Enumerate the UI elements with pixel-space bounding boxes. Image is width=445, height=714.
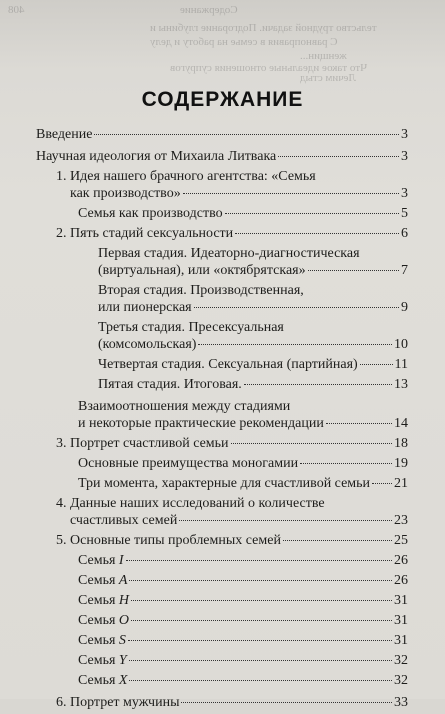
toc-entry-title: 2. Пять стадий сексуальности [56,226,234,241]
toc-entry-title: Семья [78,573,116,588]
dot-leader [278,156,399,157]
toc-page-number: 9 [401,300,408,315]
toc-entry-title: Основные преимущества моногамии [78,456,299,471]
toc-entry[interactable] [36,475,408,492]
dot-leader [126,560,392,561]
toc-entry[interactable] [36,205,408,222]
toc-entry-title-cont: и некоторые практические рекомендации [78,416,324,431]
dot-leader [231,443,392,444]
bleed-line: Лечим стыд [300,72,356,84]
toc-page-number: 18 [394,436,408,451]
family-type-letter: X [118,673,128,688]
toc-page-number: 19 [394,456,408,471]
toc-page-number: 3 [401,127,408,142]
dot-leader [129,580,392,581]
toc-page-number: 31 [394,593,408,608]
toc-entry[interactable] [36,672,408,689]
family-type-letter: O [118,613,130,628]
toc-entry-title: Научная идеология от Михаила Литвака [36,149,277,164]
toc-entry-title: Семья [78,553,116,568]
toc-entry-title: Вторая стадия. Производственная, [98,283,304,298]
toc-entry-title: Третья стадия. Пресексуальная [98,320,284,335]
family-type-letter: Y [118,653,127,668]
toc-entry[interactable] [36,532,408,549]
toc-page-number: 3 [401,186,408,201]
toc-entry[interactable] [36,245,408,279]
dot-leader [283,540,392,541]
toc-entry[interactable] [36,455,408,472]
bleed-through-text [0,0,445,84]
toc-page-number: 6 [401,226,408,241]
dot-leader [129,680,392,681]
dot-leader [198,344,392,345]
toc-entry[interactable] [36,398,408,432]
toc-entry[interactable] [36,168,408,202]
toc-entry[interactable] [36,632,408,649]
bleed-page-number: 408 [8,4,25,16]
bleed-line: С равноправия в семье на работу и делу [150,36,338,48]
dot-leader [308,270,399,271]
toc-entry-title-cont: (комсомольская) [98,337,197,352]
toc-page-number: 3 [401,149,408,164]
dot-leader [360,364,393,365]
toc-entry[interactable] [36,319,408,353]
toc-page-number: 23 [394,513,408,528]
bleed-running-head: Содержание [180,4,238,16]
toc-entry[interactable] [36,652,408,669]
toc-entry[interactable] [36,592,408,609]
toc-page-number: 31 [394,633,408,648]
toc-entry[interactable] [36,126,408,143]
dot-leader [131,620,392,621]
toc-entry-title-cont: (виртуальная), или «октябрятская» [98,263,306,278]
dot-leader [129,660,392,661]
toc-entry-title-cont: как производство» [70,186,181,201]
toc-page-number: 32 [394,653,408,668]
dot-leader [131,600,392,601]
toc-entry-title: Семья как производство [78,206,223,221]
dot-leader [128,640,392,641]
toc-entry-title: 3. Портрет счастливой семьи [56,436,229,451]
toc-entry[interactable] [36,356,408,373]
toc-entry-title: Первая стадия. Идеаторно-диагностическая [98,246,360,261]
toc-entry[interactable] [36,282,408,316]
toc-entry-title-cont: или пионерская [98,300,192,315]
toc-entry-title: 6. Портрет мужчины [56,695,180,710]
toc-page-number: 25 [394,533,408,548]
toc-page-number: 10 [394,337,408,352]
bleed-line: Что такое идеальные отношения супругов [170,62,368,74]
toc-page-number: 13 [394,377,408,392]
toc-entry-title: Пятая стадия. Итоговая. [98,377,242,392]
family-type-letter: I [118,553,124,568]
toc-entry-title: Семья [78,613,116,628]
bleed-line: тельство трудной задачи. Подгорание глубины и [150,22,377,34]
dot-leader [244,384,392,385]
family-type-letter: S [118,633,126,648]
dot-leader [326,423,392,424]
toc-page-number: 33 [394,695,408,710]
dot-leader [181,702,392,703]
toc-entry-title: Семья [78,593,116,608]
dot-leader [372,483,392,484]
toc-entry[interactable] [36,495,408,529]
dot-leader [179,520,392,521]
toc-page-number: 11 [394,357,408,372]
toc-page-number: 26 [394,573,408,588]
toc-page-number: 7 [401,263,408,278]
toc-entry-title: Семья [78,673,116,688]
toc-entry[interactable] [36,225,408,242]
toc-entry[interactable] [36,376,408,393]
toc-entry[interactable] [36,552,408,569]
bleed-line: женщин... [300,50,347,62]
toc-entry-title: 4. Данные наших исследований о количестве [56,496,325,511]
toc-page-number: 5 [401,206,408,221]
toc-page-number: 26 [394,553,408,568]
toc-entry-title: Три момента, характерные для счастливой семьи [78,476,371,491]
dot-leader [194,307,399,308]
toc-entry-title: Семья [78,633,116,648]
dot-leader [225,213,399,214]
toc-page-number: 31 [394,613,408,628]
family-type-letter: A [118,573,128,588]
toc-page-number: 14 [394,416,408,431]
dot-leader [183,193,399,194]
toc-entry-title: 5. Основные типы проблемных семей [56,533,281,548]
family-type-letter: H [118,593,130,608]
toc-entry-title: Введение [36,127,93,142]
dot-leader [94,134,399,135]
toc-page-number: 21 [394,476,408,491]
dot-leader [300,463,392,464]
toc-entry-title-cont: счастливых семей [70,513,178,528]
dot-leader [235,233,399,234]
toc-entry-title: Взаимоотношения между стадиями [78,399,291,414]
toc-entry[interactable] [36,572,408,589]
table-of-contents [36,126,408,714]
toc-entry[interactable] [36,694,408,711]
toc-entry[interactable] [36,435,408,452]
toc-entry[interactable] [36,612,408,629]
toc-entry-title: 1. Идея нашего брачного агентства: «Семья [56,169,316,184]
toc-entry-title: Четвертая стадия. Сексуальная (партийная) [98,357,358,372]
toc-page-number: 32 [394,673,408,688]
page-title: СОДЕРЖАНИЕ [141,88,304,111]
toc-entry[interactable] [36,148,408,165]
toc-entry-title: Семья [78,653,116,668]
